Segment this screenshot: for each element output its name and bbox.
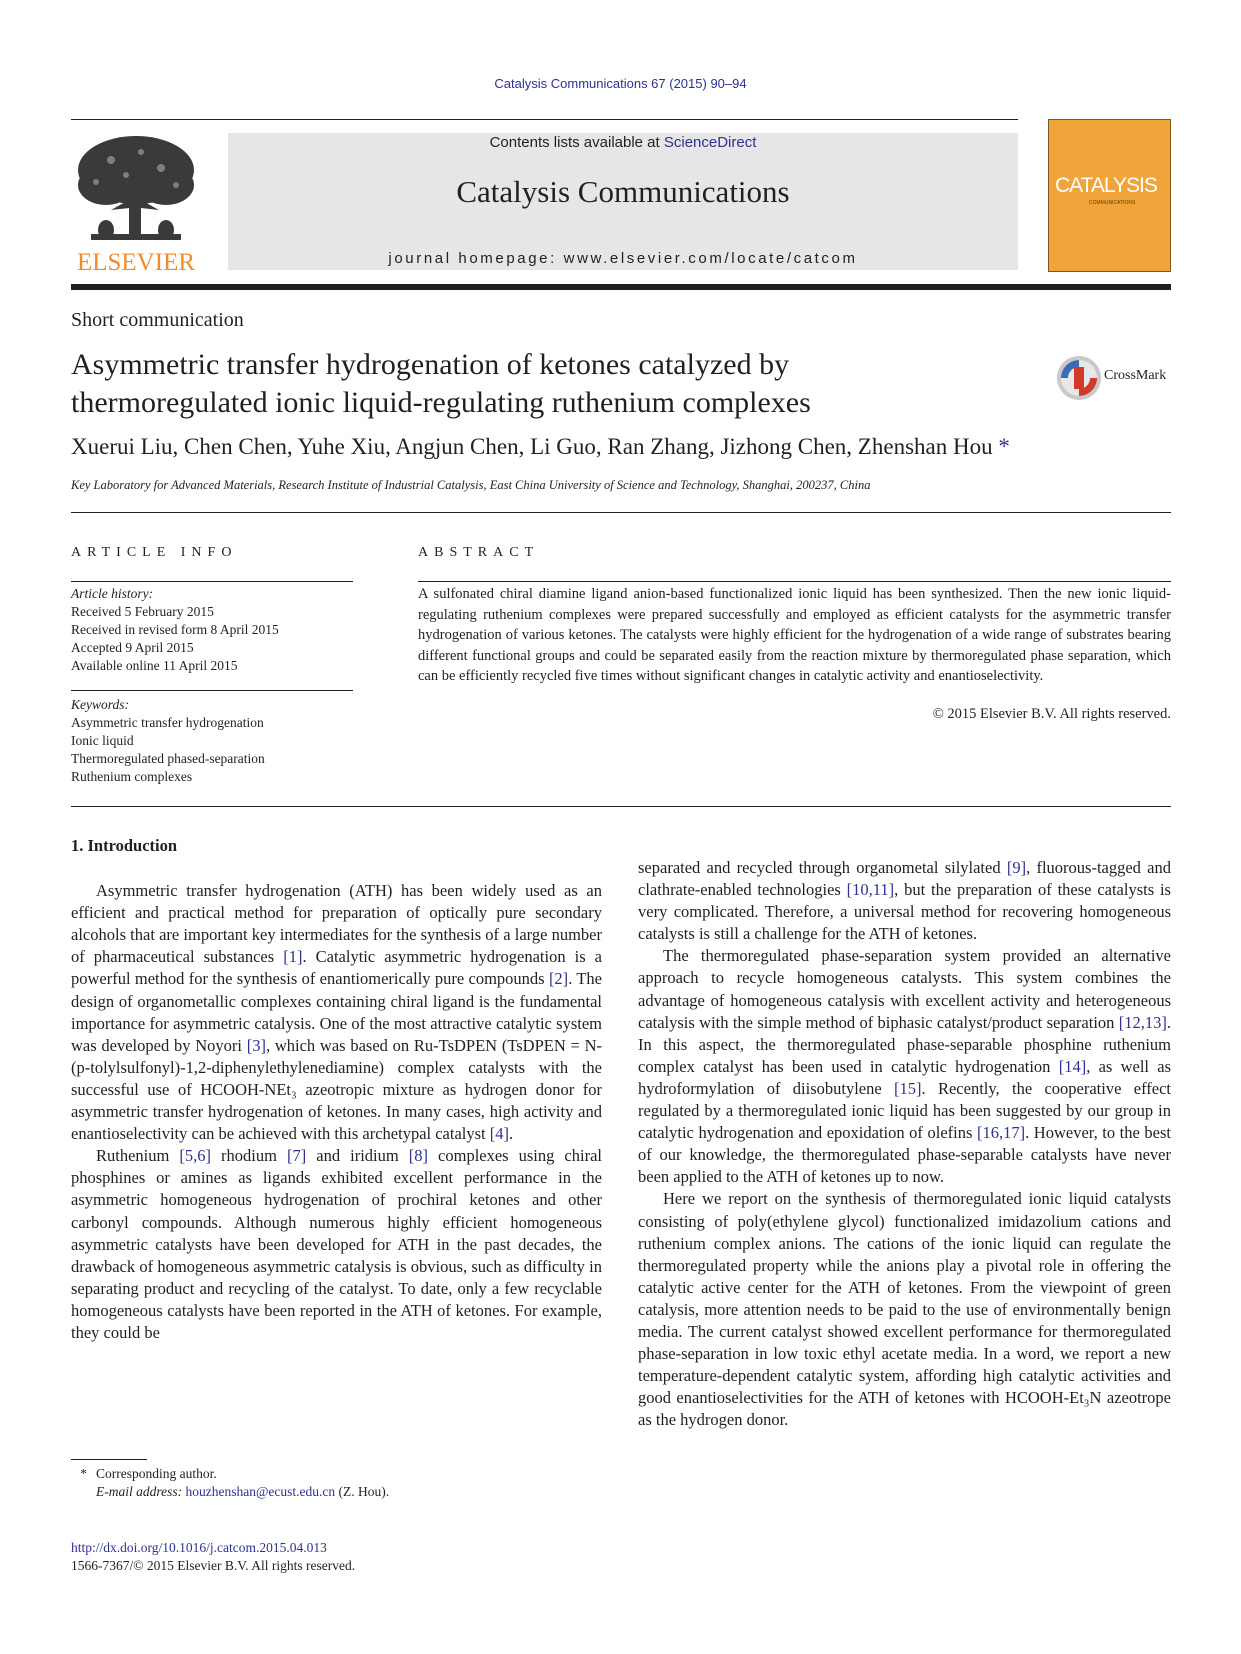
elsevier-tree-logo bbox=[71, 130, 201, 275]
article-history bbox=[71, 585, 361, 675]
history-online: Available online 11 April 2015 bbox=[71, 658, 238, 673]
paragraph-text: , fluorous-tagged and clathrate-enabled technologies bbox=[638, 858, 1171, 900]
cover-title: CATALYSIS bbox=[1055, 174, 1157, 197]
divider bbox=[71, 512, 1171, 513]
top-rule bbox=[71, 119, 1018, 120]
email-suffix: (Z. Hou). bbox=[338, 1484, 390, 1499]
abstract-heading: ABSTRACT bbox=[418, 545, 540, 560]
citation-link[interactable]: [15] bbox=[894, 1078, 922, 1098]
citation-link[interactable]: [7] bbox=[286, 1146, 307, 1166]
divider bbox=[418, 581, 1171, 582]
corresponding-label: Corresponding author. bbox=[96, 1466, 217, 1481]
divider bbox=[71, 806, 1171, 807]
contents-prefix: Contents lists available at bbox=[489, 134, 664, 151]
footnote bbox=[71, 1465, 389, 1501]
keyword: Asymmetric transfer hydrogenation bbox=[71, 715, 264, 730]
body-column-left bbox=[71, 835, 602, 1344]
paragraph-text: , which was based on Ru-TsDPEN (TsDPEN = N-(p-tolylsulfonyl)-1,2-diphenylethylenediamine) complex catalysts with the successful use of HCOOH-NEt₃ azeotropic mixture as hydrogen donor for asymmetric transfer hydrogenation of ketones. In many cases, high activity and enantioselectivity can be achieved with this archetypal catalyst bbox=[71, 1035, 602, 1144]
article-title: Asymmetric transfer hydrogenation of ketones catalyzed by thermoregulated ionic liquid-regulating ruthenium complexes bbox=[71, 348, 811, 419]
paragraph-text: , as well as hydroformylation of diisobutylene bbox=[638, 1056, 1172, 1098]
citation-link[interactable]: [9] bbox=[1006, 858, 1027, 877]
divider bbox=[71, 581, 353, 582]
paragraph-text: , but the preparation of these catalysts is very complicated. Therefore, a universal method for recovering homogeneous catalysts is still a challenge for the ATH of ketones. bbox=[638, 880, 1171, 944]
keyword: Ruthenium complexes bbox=[71, 769, 193, 784]
abstract-text: A sulfonated chiral diamine ligand anion-based functionalized ionic liquid has been synthesized. Then the new ionic liquid-regulating ruthenium complexes were prepared successfully and employed as efficient catalysts for the asymmetric transfer hydrogenation of various ketones. The catalysts were highly efficient for the hydrogenation of a wide range of substrates bearing different functional groups and could be separated easily from the reaction mixture by thermoregulated phase separation, which can be efficiently recycled five times without significant changes in catalytic activity and enantioselectivity. bbox=[418, 586, 1171, 684]
header-thick-rule bbox=[71, 284, 1171, 290]
paragraph-text: and iridium bbox=[306, 1146, 409, 1166]
history-accepted: Accepted 9 April 2015 bbox=[71, 640, 194, 655]
citation-link[interactable]: [2] bbox=[548, 969, 569, 989]
article-type: Short communication bbox=[71, 309, 244, 331]
issn-line: 1566-7367/© 2015 Elsevier B.V. All rights reserved. bbox=[71, 1558, 356, 1573]
section-heading: 1. Introduction bbox=[71, 836, 178, 855]
paragraph-text: Here we report on the synthesis of thermoregulated ionic liquid catalysts consisting of poly(ethylene glycol) functionalized imidazolium cations and ruthenium complex anions. The cations of the ionic liquid can regulate the thermoregulated property while the anions play a pivotal role in offering the catalytic active center for the ATH of ketones. From the viewpoint of green catalysis, more attention needs to be paid to the use of environmentally benign media. The current catalyst showed excellent performance for thermoregulated phase-separation in low toxic ethyl acetate media. In a word, we report a new temperature-dependent catalytic system, affording high catalytic activities and good enantioselectivities for the ATH of ketones with HCOOH-Et₃N azeotrope as the hydrogen donor. bbox=[638, 1189, 1171, 1430]
citation-link[interactable]: [10,11] bbox=[846, 880, 895, 900]
keyword: Ionic liquid bbox=[71, 733, 134, 748]
citation-link[interactable]: [8] bbox=[408, 1146, 428, 1166]
paragraph-text: complexes using chiral phosphines or amines as ligands exhibited excellent performance in the asymmetric homogeneous hydrogenation of prochiral ketones and other carbonyl compounds. Although numerous highly efficient homogeneous asymmetric catalysts have been developed for ATH in the past decades, the drawback of homogeneous asymmetric catalysis is obvious, such as difficulty in separating product and recycling of the catalyst. To date, only a few recyclable homogeneous catalysts have been reported in the ATH of ketones. For example, they could be bbox=[71, 1146, 602, 1342]
body-paragraph bbox=[71, 1145, 602, 1344]
citation-link[interactable]: [3] bbox=[246, 1035, 266, 1055]
footnote-rule bbox=[71, 1459, 147, 1460]
crossmark-label[interactable]: CrossMark bbox=[1104, 368, 1167, 383]
paragraph-text: . The design of organometallic complexes containing chiral ligand is the fundamental importance for asymmetric catalysis. One of the most attractive catalytic system was developed by Noyori bbox=[71, 969, 602, 1055]
paragraph-text: . In this aspect, the thermoregulated phase-separable phosphine ruthenium complex catalyst has been used in catalytic hydrogenation bbox=[638, 1012, 1171, 1076]
citation-link[interactable]: [16,17] bbox=[976, 1123, 1026, 1143]
article-info-heading: ARTICLE INFO bbox=[71, 545, 238, 560]
contents-line bbox=[228, 134, 1018, 151]
paragraph-text: The thermoregulated phase-separation system provided an alternative approach to recycle homogeneous catalysts. This system combines the advantage of homogeneous catalysis with excellent activity and heterogeneous catalysis with the simple method of biphasic catalyst/product separation bbox=[638, 946, 1171, 1032]
affiliation: Key Laboratory for Advanced Materials, Research Institute of Industrial Catalysis, East China University of Science and Technology, Shanghai, 200237, China bbox=[71, 478, 871, 492]
elsevier-wordmark: ELSEVIER bbox=[76, 249, 196, 275]
journal-cover-image bbox=[1048, 119, 1171, 272]
sciencedirect-link[interactable]: ScienceDirect bbox=[663, 134, 757, 151]
body-paragraph bbox=[638, 945, 1171, 1188]
journal-name: Catalysis Communications bbox=[456, 174, 790, 209]
divider bbox=[71, 690, 353, 691]
body-paragraph bbox=[638, 857, 1171, 945]
citation-link[interactable]: [12,13] bbox=[1118, 1012, 1167, 1032]
citation-link[interactable]: [1] bbox=[283, 947, 303, 967]
footnote-star: * bbox=[80, 1466, 87, 1481]
body-paragraph bbox=[71, 880, 602, 1145]
citation-link[interactable]: [5,6] bbox=[179, 1146, 211, 1166]
author-list bbox=[71, 434, 1010, 460]
paragraph-text: . Catalytic asymmetric hydrogenation is a powerful method for the synthesis of enantiomerically pure compounds bbox=[71, 947, 602, 989]
paragraph-text: separated and recycled through organometal silylated bbox=[638, 858, 1007, 877]
cover-subtitle: COMMUNICATIONS bbox=[1089, 200, 1136, 206]
body-paragraph bbox=[638, 1188, 1171, 1431]
paragraph-text: rhodium bbox=[211, 1146, 287, 1166]
history-label: Article history: bbox=[71, 586, 154, 601]
journal-homepage[interactable]: journal homepage: www.elsevier.com/locate/catcom bbox=[388, 250, 858, 267]
keywords-label: Keywords: bbox=[71, 697, 129, 712]
history-revised: Received in revised form 8 April 2015 bbox=[71, 622, 279, 637]
keywords bbox=[71, 696, 361, 786]
paragraph-text: . Recently, the cooperative effect regulated by a thermoregulated ionic liquid has been suggested by our group in catalytic hydrogenation and epoxidation of olefins bbox=[638, 1078, 1171, 1143]
keyword: Thermoregulated phased-separation bbox=[71, 751, 265, 766]
abstract-copyright: © 2015 Elsevier B.V. All rights reserved. bbox=[932, 706, 1171, 722]
journal-citation[interactable]: Catalysis Communications 67 (2015) 90–94 bbox=[494, 76, 747, 91]
email-link[interactable]: houzhenshan@ecust.edu.cn bbox=[185, 1484, 336, 1499]
paragraph-text: . However, to the best of our knowledge, the thermoregulated phase-separable catalysts have never been applied to the ATH of ketones up to now. bbox=[638, 1123, 1171, 1187]
paragraph-text: . bbox=[509, 1124, 514, 1144]
history-received: Received 5 February 2015 bbox=[71, 604, 214, 619]
doi-link[interactable]: http://dx.doi.org/10.1016/j.catcom.2015.04.013 bbox=[71, 1540, 327, 1555]
footer bbox=[71, 1539, 355, 1575]
authors-text: Xuerui Liu, Chen Chen, Yuhe Xiu, Angjun Chen, Li Guo, Ran Zhang, Jizhong Chen, Zhenshan Hou bbox=[71, 434, 993, 459]
paragraph-text: Asymmetric transfer hydrogenation (ATH) has been widely used as an efficient and practical method for preparation of optically pure secondary alcohols that are important key intermediates for the synthesis of a large number of pharmaceutical substances bbox=[71, 881, 602, 967]
citation-link[interactable]: [14] bbox=[1058, 1056, 1087, 1076]
email-label: E-mail address: bbox=[96, 1484, 183, 1499]
citation-link[interactable]: [4] bbox=[489, 1124, 510, 1144]
paragraph-text: Ruthenium bbox=[96, 1146, 180, 1166]
body-column-right bbox=[638, 857, 1171, 1431]
corresponding-author-mark[interactable]: * bbox=[998, 434, 1010, 459]
